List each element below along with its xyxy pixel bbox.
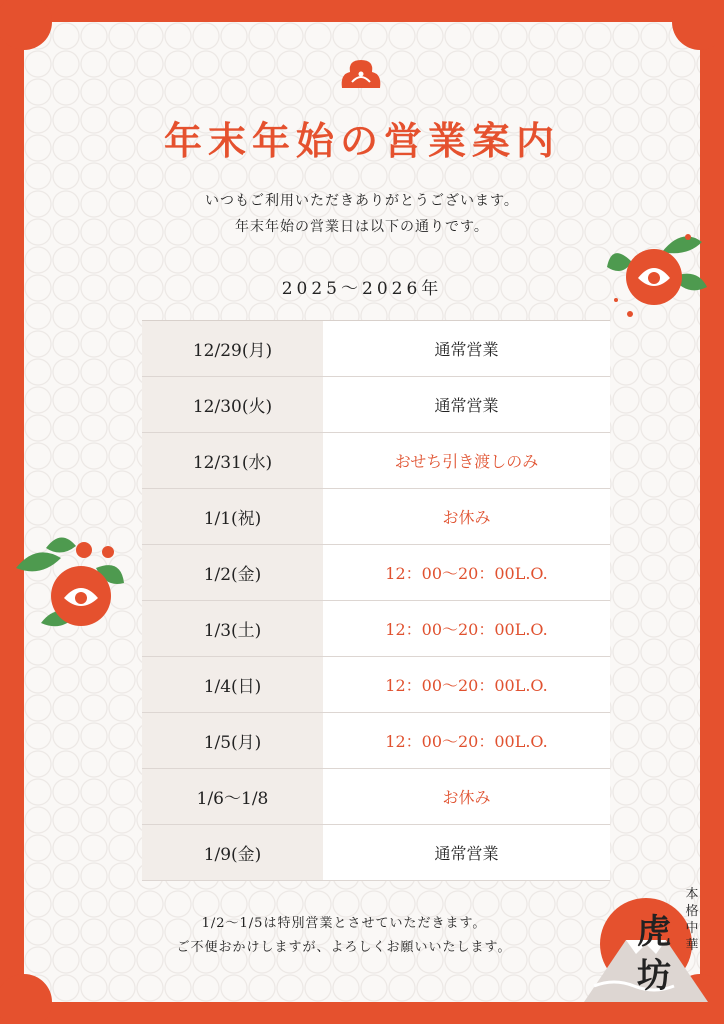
corner-notch	[672, 0, 724, 50]
date-cell: 1/1(祝)	[142, 489, 323, 544]
date-cell: 1/5(月)	[142, 713, 323, 768]
status-cell: お休み	[323, 769, 610, 824]
logo-tagline: 本格中華	[685, 887, 699, 953]
date-cell: 12/30(火)	[142, 377, 323, 432]
intro-text	[24, 188, 700, 240]
corner-notch	[0, 0, 52, 50]
intro-line-2: 年末年始の営業日は以下の通りです。	[235, 219, 489, 235]
date-cell: 1/4(日)	[142, 657, 323, 712]
status-cell: 通常営業	[323, 377, 610, 432]
camellia-icon	[602, 222, 712, 322]
restaurant-logo	[574, 882, 714, 1002]
table-row	[142, 377, 610, 433]
date-cell: 1/6～1/8	[142, 769, 323, 824]
intro-line-1: いつもご利用いただきありがとうございます。	[205, 193, 519, 209]
year-heading: 2025～2026年	[281, 279, 443, 299]
corner-notch	[0, 974, 52, 1024]
footer-note	[134, 912, 554, 960]
status-cell: 12：00～20：00L.O.	[323, 713, 610, 768]
page-title: 年末年始の営業案内	[163, 118, 560, 163]
plum-blossom-icon	[338, 52, 384, 92]
footer-line-2: ご不便おかけしますが、よろしくお願いいたします。	[176, 940, 512, 955]
camellia-icon	[6, 528, 126, 632]
status-cell: おせち引き渡しのみ	[323, 433, 610, 488]
status-cell: お休み	[323, 489, 610, 544]
date-cell: 1/3(土)	[142, 601, 323, 656]
date-cell: 1/9(金)	[142, 825, 323, 880]
status-cell: 12：00～20：00L.O.	[323, 601, 610, 656]
table-row	[142, 601, 610, 657]
table-row	[142, 433, 610, 489]
date-cell: 12/31(水)	[142, 433, 323, 488]
table-row	[142, 489, 610, 545]
table-row	[142, 713, 610, 769]
status-cell: 通常営業	[323, 321, 610, 376]
table-row	[142, 657, 610, 713]
date-cell: 12/29(月)	[142, 321, 323, 376]
date-cell: 1/2(金)	[142, 545, 323, 600]
status-cell: 12：00～20：00L.O.	[323, 657, 610, 712]
poster-panel	[24, 22, 700, 1002]
table-row	[142, 545, 610, 601]
status-cell: 12：00～20：00L.O.	[323, 545, 610, 600]
table-row	[142, 321, 610, 377]
status-cell: 通常営業	[323, 825, 610, 880]
table-row	[142, 825, 610, 881]
table-row	[142, 769, 610, 825]
logo-brand: 虎坊	[637, 912, 671, 996]
footer-line-1: 1/2～1/5は特別営業とさせていただきます。	[201, 916, 487, 931]
schedule-table	[142, 320, 610, 881]
